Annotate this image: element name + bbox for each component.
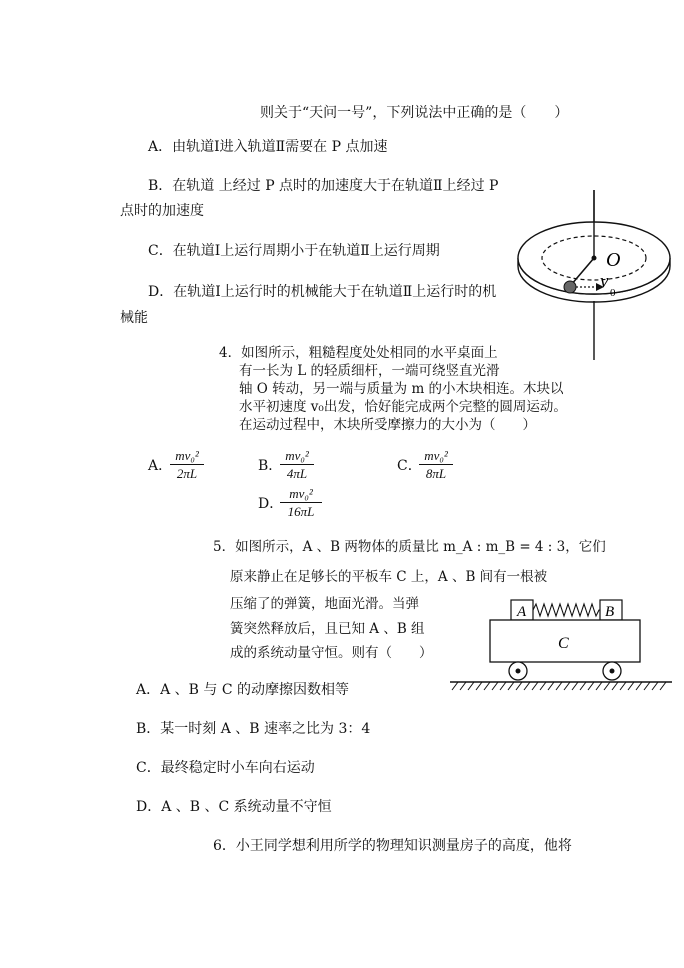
q3-stem: 则关于“天问一号”，下列说法中正确的是（ ） (260, 105, 569, 121)
q4-option-d-label: D． (258, 496, 284, 512)
q5-option-d: D．A 、B 、C 系统动量不守恒 (136, 799, 332, 815)
q4-option-b-fraction (280, 448, 314, 481)
cart-c-label: C (558, 635, 569, 652)
q5-option-c: C．最终稳定时小车向右运动 (136, 760, 315, 776)
fraction-denominator: 16πL (287, 504, 315, 519)
q3-option-d-line2: 械能 (120, 310, 148, 326)
wood-block (564, 281, 576, 293)
block-a-label: A (517, 604, 527, 620)
q4-option-c-fraction (419, 448, 453, 481)
q5-line5: 成的系统动量守恒。则有（ ） (230, 645, 433, 661)
velocity-label: v (600, 271, 609, 292)
q3-option-a: A．由轨道Ⅰ进入轨道Ⅱ需要在 P 点加速 (148, 139, 388, 155)
q5-line2: 原来静止在足够长的平板车 C 上，A 、B 间有一根被 (230, 569, 548, 585)
velocity-subscript: 0 (610, 287, 616, 299)
block-b-label: B (605, 604, 615, 620)
q5-line1: 5．如图所示，A 、B 两物体的质量比 m_A : m_B = 4 : 3，它们 (213, 539, 606, 555)
q4-option-a-fraction (170, 448, 204, 481)
fraction-denominator: 2πL (176, 466, 198, 481)
fraction-numerator: mv₀² (285, 448, 309, 463)
q4-line2: 有一长为 L 的轻质细杆，一端可绕竖直光滑 (239, 363, 500, 379)
q4-option-c-label: C． (397, 458, 422, 474)
q3-option-c: C．在轨道Ⅰ上运行周期小于在轨道Ⅱ上运行周期 (148, 243, 440, 259)
q4-line4: 水平初速度 v₀出发，恰好能完成两个完整的圆周运动。 (239, 399, 567, 415)
q4-option-a-label: A． (148, 458, 173, 474)
q4-line3: 轴 O 转动，另一端与质量为 m 的小木块相连。木块以 (239, 381, 564, 397)
q4-option-d-fraction (280, 486, 322, 519)
q3-option-b-line2: 点时的加速度 (120, 203, 204, 219)
fraction-denominator: 8πL (425, 466, 447, 481)
axis-label-o: O (606, 249, 621, 271)
q5-line4: 簧突然释放后，且已知 A 、B 组 (230, 621, 425, 637)
cart-spring-figure (446, 596, 676, 692)
spring (533, 604, 600, 616)
rotating-table-figure (512, 190, 684, 362)
q3-option-b-line1: B．在轨道 上经过 P 点时的加速度大于在轨道Ⅱ上经过 P (148, 178, 499, 194)
fraction-numerator: mv₀² (175, 448, 199, 463)
q5-option-b: B．某一时刻 A 、B 速率之比为 3：4 (136, 721, 371, 737)
q4-line5: 在运动过程中，木块所受摩擦力的大小为（ ） (239, 417, 536, 433)
fraction-denominator: 4πL (286, 466, 308, 481)
q4-line1: 4．如图所示，粗糙程度处处相同的水平桌面上 (219, 345, 498, 361)
q5-line3: 压缩了的弹簧，地面光滑。当弹 (230, 596, 419, 612)
q3-option-d-line1: D．在轨道Ⅰ上运行时的机械能大于在轨道Ⅱ上运行时的机 (148, 284, 497, 300)
q4-option-b-label: B． (258, 458, 283, 474)
fraction-numerator: mv₀² (424, 448, 448, 463)
q6-line1: 6．小王同学想利用所学的物理知识测量房子的高度，他将 (213, 838, 572, 854)
q5-option-a: A．A 、B 与 C 的动摩擦因数相等 (136, 682, 350, 698)
fraction-numerator: mv₀² (289, 486, 313, 501)
